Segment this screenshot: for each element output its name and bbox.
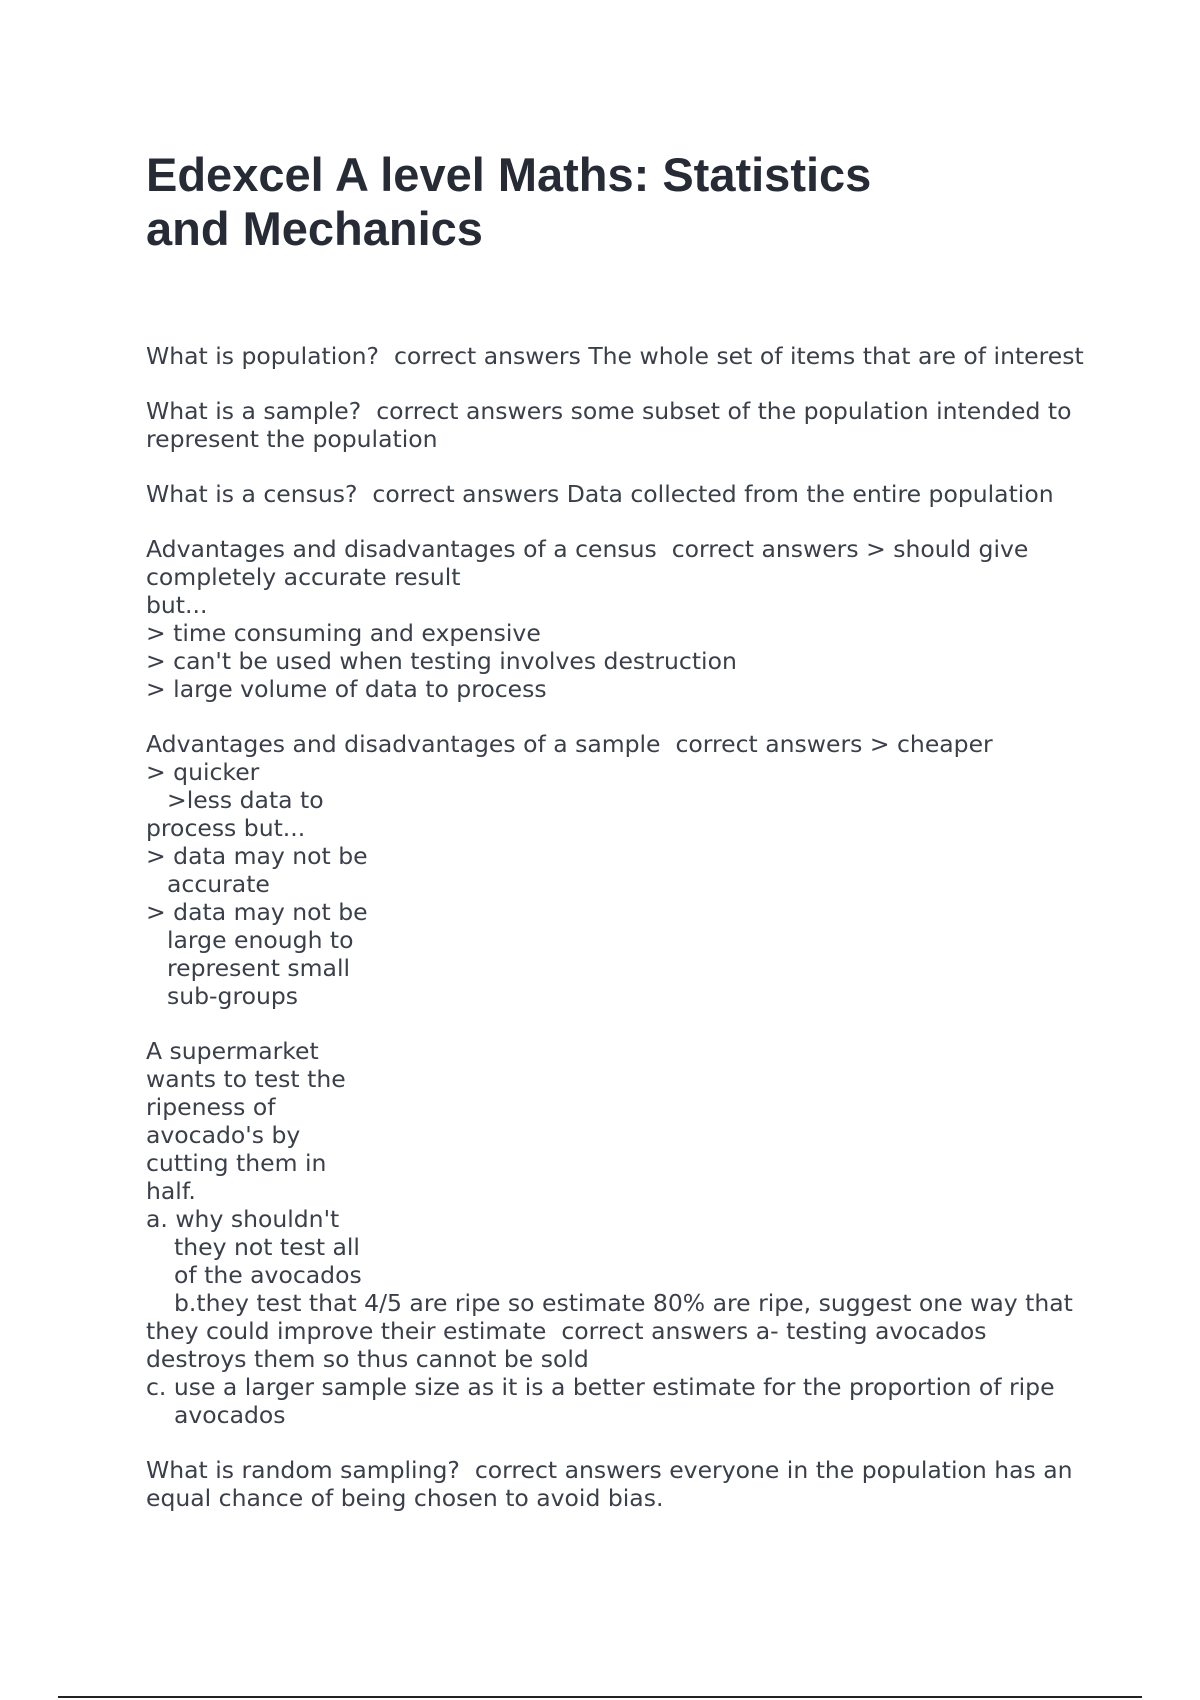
document-page: [146, 148, 1086, 1539]
list-item: > large volume of data to process: [146, 675, 547, 703]
list-item: > data may not be large enough to represent small sub-groups: [146, 898, 368, 1010]
answer: Data collected from the entire population: [566, 480, 1054, 508]
answer: some subset of the population intended to represent the population: [146, 397, 1072, 453]
question: Advantages and disadvantages of a sample: [146, 730, 661, 758]
answer: The whole set of items that are of interest: [588, 342, 1084, 370]
list-item: > time consuming and expensive: [146, 619, 541, 647]
qa-item-population: [146, 342, 1086, 370]
answer-but: but...: [146, 591, 208, 619]
question: Advantages and disadvantages of a census: [146, 535, 657, 563]
list-item: process but...: [146, 814, 306, 842]
list-item: > data may not be accurate: [146, 842, 368, 898]
footer-divider: [58, 1696, 1142, 1698]
qa-item-avocado: [146, 1037, 1086, 1429]
answer-label: correct answers: [474, 1456, 662, 1484]
question: What is population?: [146, 342, 379, 370]
qa-item-random-sampling: [146, 1456, 1086, 1512]
list-item: >less data to: [167, 786, 324, 814]
answer-label: correct answers: [393, 342, 581, 370]
question-intro: A supermarket wants to test the ripeness of avocado's by cutting them in half.: [146, 1037, 346, 1205]
qa-item-sample: [146, 397, 1086, 453]
question-part-b: [146, 1289, 1086, 1373]
answer-label: correct answers: [671, 535, 859, 563]
list-item: > quicker: [146, 758, 260, 786]
list-item: > can't be used when testing involves destruction: [146, 647, 737, 675]
answer-intro: > should give completely accurate result: [146, 535, 1029, 591]
answer-label: correct answers: [675, 730, 863, 758]
question: What is a sample?: [146, 397, 362, 425]
qa-item-census: [146, 480, 1086, 508]
question: What is random sampling?: [146, 1456, 460, 1484]
question: What is a census?: [146, 480, 358, 508]
question-part-a: a. why shouldn't they not test all of the avocados: [146, 1205, 362, 1289]
qa-item-sample-pros-cons: [146, 730, 1086, 1010]
question-part-b-text: b.they test that 4/5 are ripe so estimate 80% are ripe, suggest one way that they could improve their estimate: [146, 1289, 1073, 1345]
qa-item-census-pros-cons: [146, 535, 1086, 703]
answer-a: a- testing avocados destroys them so thus cannot be sold: [146, 1317, 987, 1373]
answer-c: c. use a larger sample size as it is a better estimate for the proportion of ripe avocados: [146, 1373, 1055, 1429]
answer-intro: > cheaper: [869, 730, 993, 758]
answer-label: correct answers: [561, 1317, 749, 1345]
qa-list: [146, 342, 1086, 1512]
answer: everyone in the population has an equal chance of being chosen to avoid bias.: [146, 1456, 1073, 1512]
answer-label: correct answers: [376, 397, 564, 425]
document-title: Edexcel A level Maths: Statistics and Mechanics: [146, 148, 872, 255]
answer-label: correct answers: [372, 480, 560, 508]
